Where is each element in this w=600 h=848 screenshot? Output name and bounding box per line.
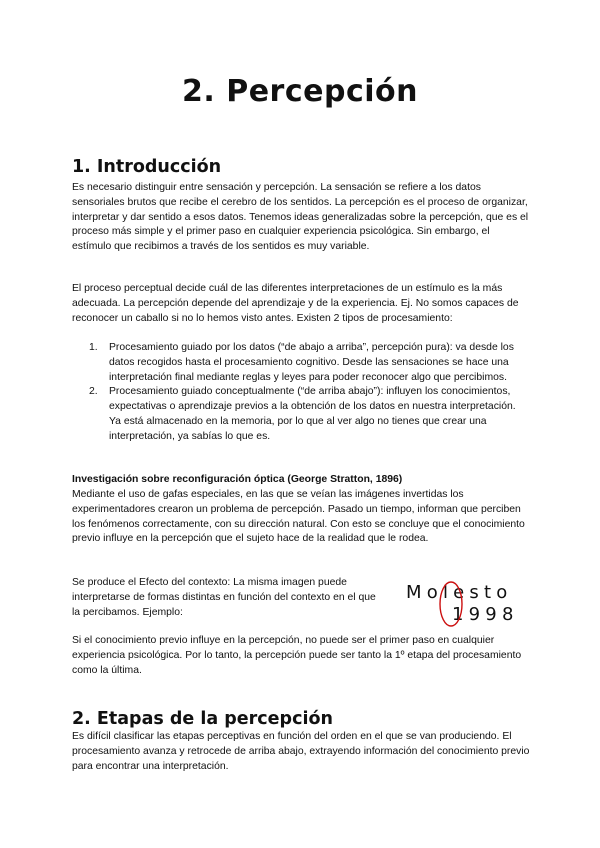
context-effect-paragraph: Se produce el Efecto del contexto: La misma imagen puede interpretarse de formas distintas en función del contexto en el que la percibamos. Ejemplo: (72, 577, 376, 618)
section-1-paragraph-1: Es necesario distinguir entre sensación y percepción. La sensación se refiere a los datos sensoriales brutos que recibe el cerebro de los sentidos. La percepción es el proceso de organizar, interpretar y dar sentido a esos datos. Tenemos ideas generalizadas sobre la percepción, que es el proceso más simple y el primer paso en cualquier experiencia psicológica. Sin embargo, el estímulo que recibimos a través de los sentidos es muy variable. (72, 182, 529, 253)
list-item-number: 1. (89, 342, 98, 353)
list-item (72, 385, 530, 444)
list-item-text: Procesamiento guiado por los datos (“de abajo a arriba”, percepción pura): va desde los datos recogidos hasta el procesamiento cognitivo. Desde las sensaciones se hace una interpretación final mediante reglas y leyes para poder reconocer algo que percibimos. (109, 342, 514, 383)
list-item-number: 2. (89, 386, 98, 398)
section-1-heading: 1. Introducción (72, 157, 222, 177)
section-2-paragraph-1: Es difícil clasificar las etapas perceptivas en función del orden en el que se van produciendo. El procesamiento avanza y retrocede de arriba abajo, extrayendo información del conocimiento previo para encontrar una interpretación. (72, 731, 530, 772)
list-item (72, 341, 530, 385)
stratton-subheading: Investigación sobre reconfiguración óptica (George Stratton, 1896) (72, 474, 403, 485)
section-2-heading: 2. Etapas de la percepción (72, 709, 333, 729)
processing-types-list (72, 341, 530, 445)
figure-word: Molesto (406, 582, 513, 603)
figure-number: 1998 (452, 604, 519, 625)
page-title: 2. Percepción (182, 74, 418, 109)
section-1-paragraph-2: El proceso perceptual decide cuál de las diferentes interpretaciones de un estímulo es la más adecuada. La percepción depende del aprendizaje y de la experiencia. Ej. No somos capaces de reconocer un caballo si no lo hemos visto antes. Existen 2 tipos de procesamiento: (72, 283, 519, 324)
list-item-text: Procesamiento guiado conceptualmente (“de arriba abajo”): influyen los conocimientos, expectativas o aprendizaje previos a la obtención de los datos en nuestra interpretación. Ya está almacenado en la memoria, por lo que al ver algo no tienes que crear una interpretación, ya sabías lo que es. (109, 386, 516, 442)
context-effect-figure (404, 578, 524, 628)
section-1-paragraph-5: Si el conocimiento previo influye en la percepción, no puede ser el primer paso en cualquier experiencia psicológica. Por lo tanto, la percepción puede ser tanto la 1º etapa del procesamiento como la última. (72, 635, 522, 676)
section-1-paragraph-3: Mediante el uso de gafas especiales, en las que se veían las imágenes invertidas los experimentadores crearon un problema de percepción. Pasado un tiempo, informan que perciben los fenómenos correctamente, con su dirección natural. Con esto se concluye que el conocimiento previo influye en la percepción que el sujeto hace de la realidad que le rodea. (72, 489, 525, 545)
